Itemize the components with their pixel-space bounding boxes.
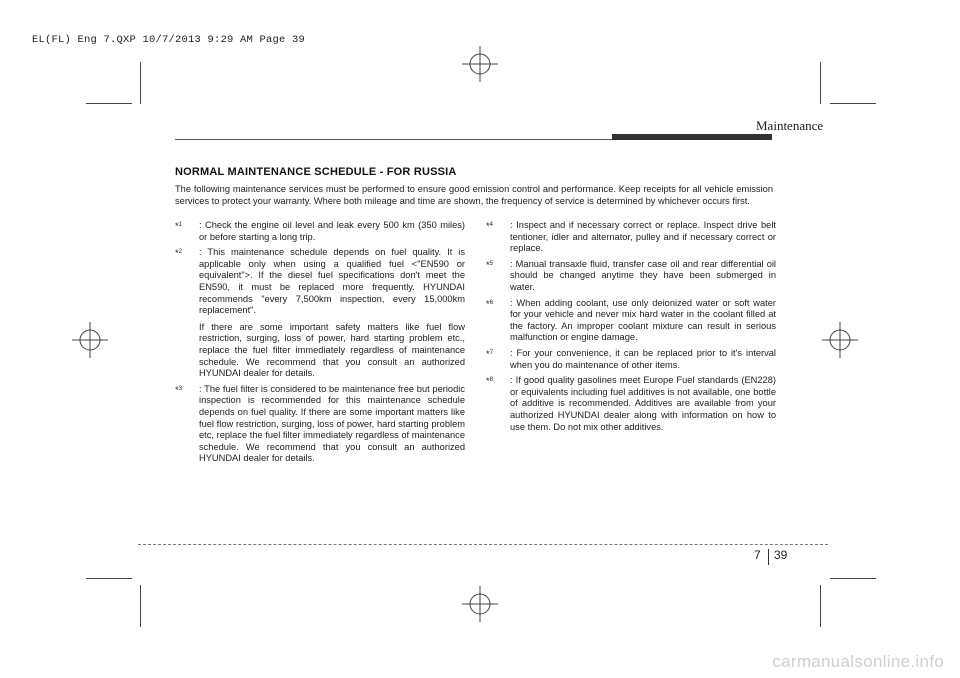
footnote-4 [486, 220, 776, 255]
footnote-text: : For your convenience, it can be replaced prior to it's interval when you do maintenance of other items. [510, 347, 776, 370]
footnote-2 [175, 247, 465, 380]
notes-left-column [175, 220, 465, 469]
footnote-text: : The fuel filter is considered to be maintenance free but periodic inspection is recommended for this maintenance schedule depends on fuel quality. If there are some important matters like fuel flow restriction, surging, loss of power, hard starting problem etc, replace the fuel filter immediately regardless of maintenance schedule. We recommend that you consult an authorized HYUNDAI dealer for details. [199, 383, 465, 464]
section-title: Maintenance [756, 118, 824, 133]
registration-mark-bottom [462, 586, 498, 622]
page-number: 39 [774, 548, 788, 562]
page-number-separator [768, 549, 769, 565]
footnote-text: : This maintenance schedule depends on fuel quality. It is applicable only when using a qualified fuel <"EN590 or equivalent">. If the diesel fuel specifications don't meet the EN590, it must be replaced more frequently. HYUNDAI recommends "every 7,500km inspection, every 15,000km replacement". [199, 247, 465, 316]
footnote-text: : Check the engine oil level and leak every 500 km (350 miles) or before starting a long trip. [199, 220, 465, 242]
footnote-marker: *$^4$ [486, 221, 493, 231]
footnote-text: : Inspect and if necessary correct or replace. Inspect drive belt tentioner, idler and alternator, pulley and if necessary correct or replace. [510, 220, 776, 254]
footnote-marker: *$^7$ [486, 348, 493, 359]
notes-right-column [486, 220, 776, 437]
registration-mark-top [462, 46, 498, 82]
header-bar [612, 134, 772, 140]
footnote-7 [486, 348, 776, 371]
footnote-text-continued: If there are some important safety matters like fuel flow restriction, surging, loss of power, hard starting problem etc., replace the fuel filter immediately regardless of maintenance schedule. We recommend that you consult an authorized HYUNDAI dealer for details. [199, 321, 465, 379]
footnote-8 [486, 375, 776, 433]
footnote-5 [486, 259, 776, 294]
footnote-marker: *$^2$ [175, 248, 182, 259]
registration-mark-right [822, 322, 858, 358]
footer-rule [138, 544, 828, 545]
footnote-text: : When adding coolant, use only deionized water or soft water for your vehicle and never mix hard water in the coolant filled at the factory. An improper coolant mixture can result in serious malfunction or engine damage. [510, 297, 776, 343]
footnote-marker: *$^3$ [175, 384, 182, 395]
page-heading: NORMAL MAINTENANCE SCHEDULE - FOR RUSSIA [175, 166, 457, 178]
footnote-text: : Manual transaxle fluid, transfer case oil and rear differential oil should be changed anytime they have been submerged in water. [510, 258, 776, 292]
footnote-marker: *$^8$ [486, 376, 493, 387]
page-chapter: 7 [754, 548, 761, 562]
footnote-marker: *$^5$ [486, 259, 493, 270]
footnote-marker: *$^1$ [175, 221, 182, 231]
footnote-3 [175, 384, 465, 465]
registration-mark-left [72, 322, 108, 358]
footnote-text: : If good quality gasolines meet Europe Fuel standards (EN228) or equivalents including fuel additives is not available, one bottle of additive is recommended. Additives are available from your authorized HYUNDAI dealer along with information on how to use them. Do not mix other additives. [510, 375, 776, 432]
footnote-marker: *$^6$ [486, 298, 493, 309]
printer-slug: EL(FL) Eng 7.QXP 10/7/2013 9:29 AM Page 39 [32, 34, 306, 46]
intro-paragraph: The following maintenance services must be performed to ensure good emission control and performance. Keep receipts for all vehicle emission services to protect your warranty. Where both mileage and time are shown, the frequency of service is determined by whichever occurs first. [175, 184, 773, 206]
header-rule [175, 139, 612, 140]
footnote-6 [486, 298, 776, 344]
footnote-1 [175, 220, 465, 243]
watermark-text: carmanualsonline.info [772, 652, 944, 671]
